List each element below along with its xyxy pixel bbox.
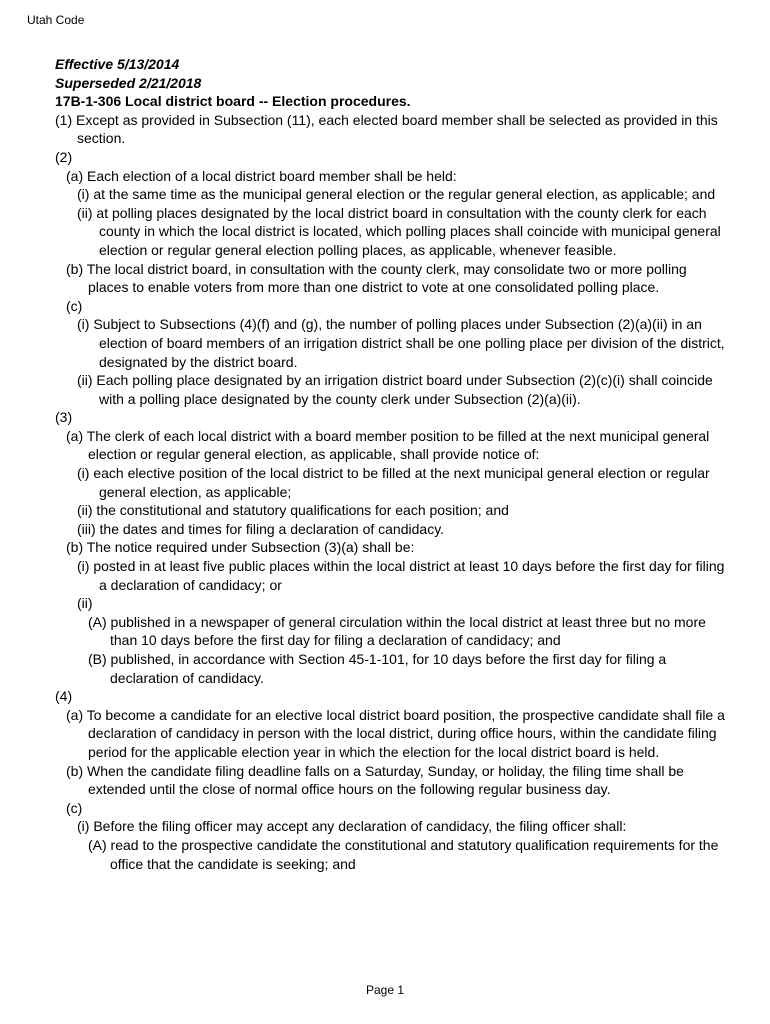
paragraph: (a) Each election of a local district board member shall be held:: [66, 167, 457, 184]
paragraph: (c): [66, 799, 83, 816]
page-number: Page 1: [365, 983, 405, 997]
paragraph: (b) When the candidate filing deadline falls on a Saturday, Sunday, or holiday, the filing time shall be extended until the close of normal office hours on the following regular business day.: [66, 762, 684, 798]
paragraph: (A) published in a newspaper of general circulation within the local district at least three but no more than 10 days before the first day for filing a declaration of candidacy; and: [88, 613, 706, 649]
paragraph: (i) posted in at least five public places within the local district at least 10 days before the first day for filing a declaration of candidacy; or: [77, 558, 725, 593]
superseded-date: Superseded 2/21/2018: [55, 74, 202, 91]
paragraph: (b) The local district board, in consultation with the county clerk, may consolidate two or more polling places to enable voters from more than one district to vote at one consolidated polling place.: [66, 260, 687, 296]
section-title: 17B-1-306 Local district board -- Election procedures.: [55, 93, 411, 110]
paragraph: (2): [55, 148, 73, 165]
paragraph: (b) The notice required under Subsection (3)(a) shall be:: [66, 539, 415, 556]
running-header: Utah Code: [27, 13, 85, 27]
paragraph: (3): [55, 409, 73, 426]
paragraph: (ii) the constitutional and statutory qualifications for each position; and: [77, 502, 509, 519]
document-body: [55, 55, 725, 873]
paragraph: (B) published, in accordance with Section 45-1-101, for 10 days before the first day for filing a declaration of candidacy.: [88, 651, 667, 686]
paragraph: (c): [66, 297, 83, 314]
paragraph: (i) Before the filing officer may accept any declaration of candidacy, the filing officer shall:: [77, 818, 627, 835]
paragraph: (iii) the dates and times for filing a declaration of candidacy.: [77, 520, 445, 537]
paragraph-list: [55, 111, 725, 873]
paragraph: (a) The clerk of each local district with a board member position to be filled at the next municipal general election or regular general election, as applicable, shall provide notice of:: [66, 427, 710, 463]
paragraph: (i) each elective position of the local district to be filled at the next municipal general election or regular general election, as applicable;: [77, 465, 710, 500]
effective-date: Effective 5/13/2014: [55, 56, 180, 72]
paragraph: (A) read to the prospective candidate the constitutional and statutory qualification requirements for the office that the candidate is seeking; and: [88, 836, 719, 872]
paragraph: (a) To become a candidate for an elective local district board position, the prospective candidate shall file a declaration of candidacy in person with the local district, during office hours, within the candidate filing period for the applicable election year in which the election for the local district board is held.: [66, 706, 725, 760]
paragraph: (ii) at polling places designated by the local district board in consultation with the county clerk for each county in which the local district is located, which polling places shall coincide with municipal general election or regular general election polling places, as applicable, whenever feasible.: [77, 204, 721, 258]
paragraph: (i) Subject to Subsections (4)(f) and (g), the number of polling places under Subsection (2)(a)(ii) in an election of board members of an irrigation district shall be one polling place per division of the district, designated by the district board.: [77, 316, 725, 370]
paragraph: (i) at the same time as the municipal general election or the regular general election, as applicable; and: [77, 186, 716, 203]
paragraph: (ii) Each polling place designated by an irrigation district board under Subsection (2)(c)(i) shall coincide with a polling place designated by the county clerk under Subsection (2)(a)(ii).: [77, 372, 713, 407]
paragraph: (ii): [77, 595, 93, 612]
paragraph: (4): [55, 688, 73, 705]
paragraph: (1) Except as provided in Subsection (11), each elected board member shall be selected as provided in this section.: [55, 111, 718, 147]
